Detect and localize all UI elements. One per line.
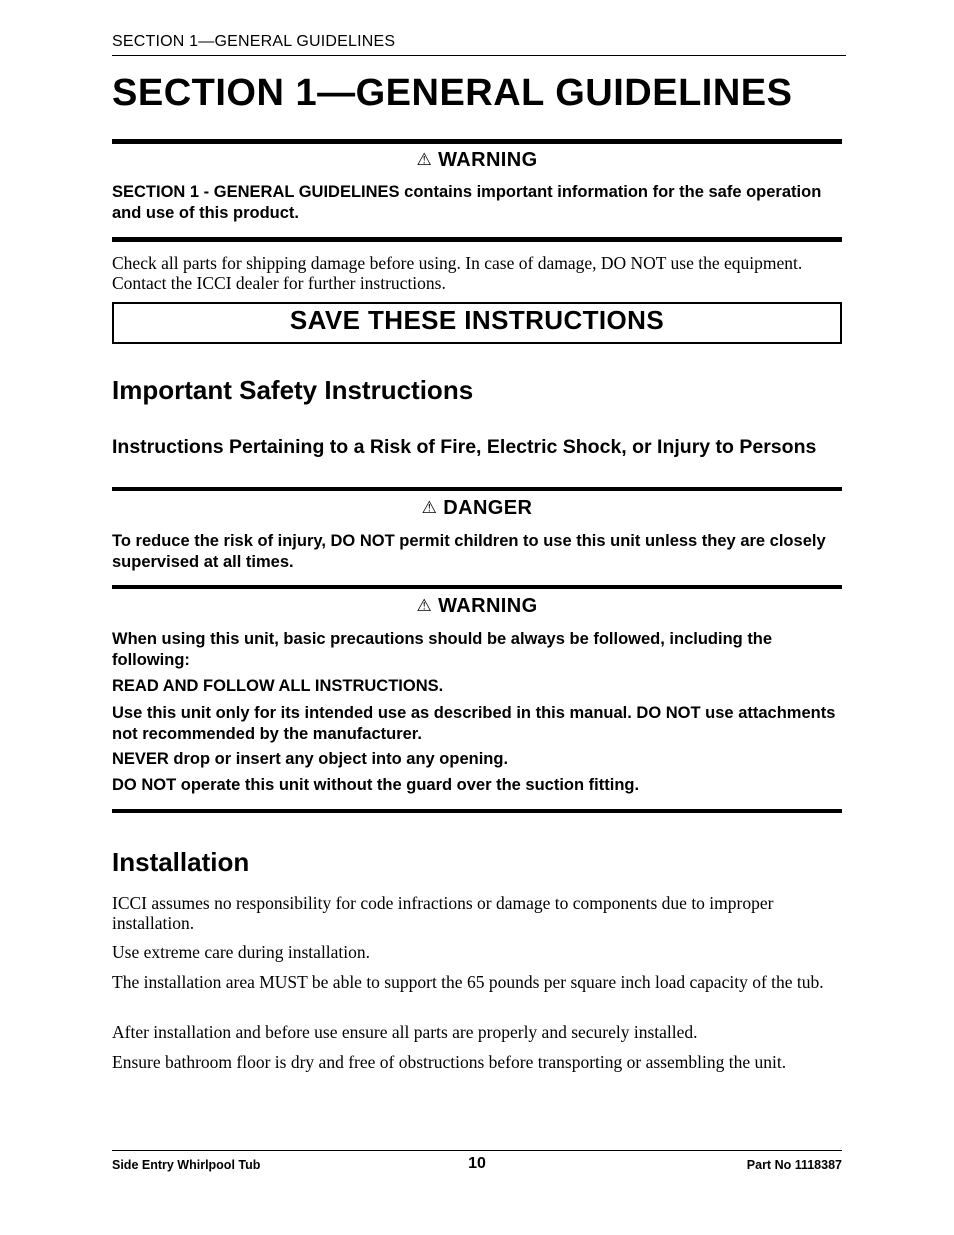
warning-mid-item: Use this unit only for its intended use as described in this manual. DO NOT use attachments not recommended by the manufacturer. [112, 704, 836, 743]
warning-top-text [112, 182, 842, 224]
running-head: SECTION 1—GENERAL GUIDELINES [112, 33, 396, 50]
installation-paragraph: ICCI assumes no responsibility for code infractions or damage to components due to improper installation. [112, 893, 774, 933]
installation-paragraph: Use extreme care during installation. [112, 942, 371, 962]
warning-top-rule [112, 139, 842, 144]
installation-heading: Installation [112, 847, 250, 877]
footer-part-number: Part No 1118387 [746, 1158, 842, 1172]
warning-mid-item: DO NOT operate this unit without the guard over the suction fitting. [112, 776, 640, 794]
danger-text: To reduce the risk of injury, DO NOT permit children to use this unit unless they are closely supervised at all times. [112, 532, 826, 571]
important-safety-heading: Important Safety Instructions [112, 375, 474, 405]
warning-top-text-rest: contains important information for the safe operation and use of this product. [112, 183, 822, 222]
danger-triangle-icon: ⚠ [421, 498, 438, 517]
warning-top-bottom-rule [112, 237, 842, 242]
section-title: SECTION 1—GENERAL GUIDELINES [112, 72, 793, 114]
footer-product-name: Side Entry Whirlpool Tub [112, 1158, 261, 1172]
intro-paragraph: Check all parts for shipping damage before using. In case of damage, DO NOT use the equipment. Contact the ICCI dealer for further instructions. [112, 253, 803, 293]
warning-top-title-text: WARNING [438, 149, 538, 171]
save-instructions-box: SAVE THESE INSTRUCTIONS [112, 302, 842, 344]
installation-paragraph: The installation area MUST be able to support the 65 pounds per square inch load capacity of the tub. [112, 972, 824, 992]
warning-mid-title [112, 595, 842, 618]
danger-bottom-rule [112, 585, 842, 589]
warning-triangle-icon: ⚠ [416, 150, 433, 169]
danger-title [112, 497, 842, 520]
footer-page-number: 10 [468, 1155, 486, 1172]
risk-heading: Instructions Pertaining to a Risk of Fire, Electric Shock, or Injury to Persons [112, 436, 817, 458]
warning-mid-title-text: WARNING [438, 595, 538, 617]
warning-top-title [112, 149, 842, 172]
installation-paragraph: Ensure bathroom floor is dry and free of obstructions before transporting or assembling the unit. [112, 1052, 787, 1072]
footer-rule [112, 1150, 842, 1151]
warning-mid-bottom-rule [112, 809, 842, 813]
header-rule [112, 55, 846, 56]
warning-mid-item: NEVER drop or insert any object into any opening. [112, 750, 509, 768]
warning-mid-item: READ AND FOLLOW ALL INSTRUCTIONS. [112, 677, 444, 695]
warning-top-text-lead: SECTION 1 - GENERAL GUIDELINES [112, 183, 400, 201]
danger-title-text: DANGER [443, 497, 533, 519]
warning-mid-item: When using this unit, basic precautions should be always be followed, including the following: [112, 630, 773, 669]
warning-triangle-icon: ⚠ [416, 596, 433, 615]
installation-paragraph: After installation and before use ensure all parts are properly and securely installed. [112, 1022, 698, 1042]
danger-rule [112, 487, 842, 491]
